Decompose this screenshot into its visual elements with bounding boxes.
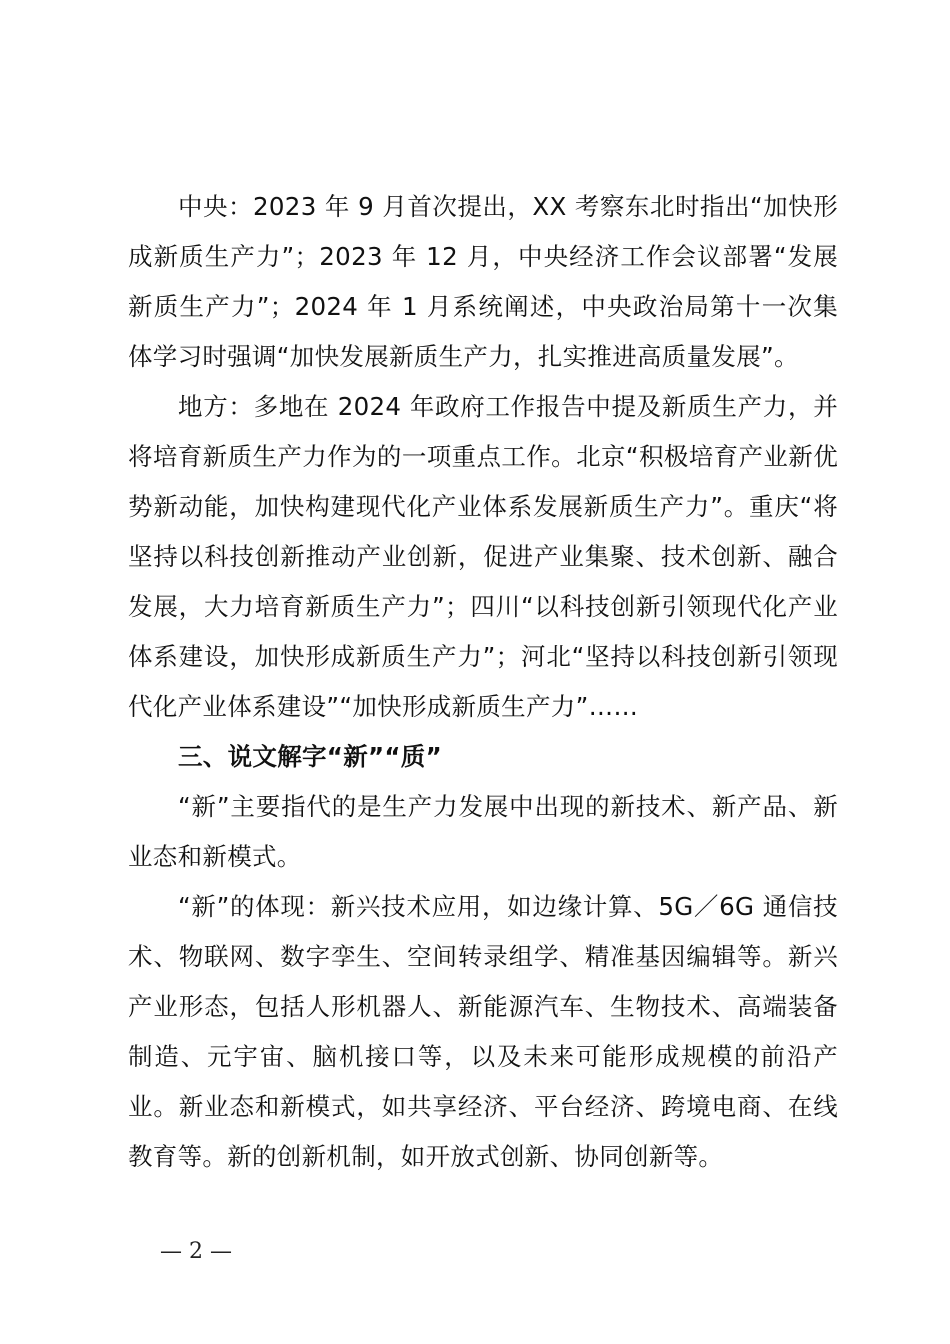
paragraph-local: 地方：多地在 2024 年政府工作报告中提及新质生产力，并将培育新质生产力作为的一项重点工作。北京“积极培育产业新优势新动能，加快构建现代化产业体系发展新质生产力”。重庆“将坚持以科技创新推动产业创新，促进产业集聚、技术创新、融合发展，大力培育新质生产力”；四川“以科技创新引领现代化产业体系建设，加快形成新质生产力”；河北“坚持以科技创新引领现代化产业体系建设”“加快形成新质生产力”…… [128,392,838,721]
page-number: — 2 — [160,1239,232,1264]
paragraph-central: 中央：2023 年 9 月首次提出，XX 考察东北时指出“加快形成新质生产力”；2023 年 12 月，中央经济工作会议部署“发展新质生产力”；2024 年 1 月系统阐述，中央政治局第十一次集体学习时强调“加快发展新质生产力，扎实推进高质量发展”。 [128,192,838,371]
paragraph-new-embodiment: “新”的体现：新兴技术应用，如边缘计算、5G／6G 通信技术、物联网、数字孪生、空间转录组学、精准基因编辑等。新兴产业形态，包括人形机器人、新能源汽车、生物技术、高端装备制造、元宇宙、脑机接口等，以及未来可能形成规模的前沿产业。新业态和新模式，如共享经济、平台经济、跨境电商、在线教育等。新的创新机制，如开放式创新、协同创新等。 [128,892,838,1171]
document-body [128,182,838,1182]
section-heading: 三、说文解字“新”“质” [178,742,443,771]
paragraph-new-meaning: “新”主要指代的是生产力发展中出现的新技术、新产品、新业态和新模式。 [128,792,838,871]
